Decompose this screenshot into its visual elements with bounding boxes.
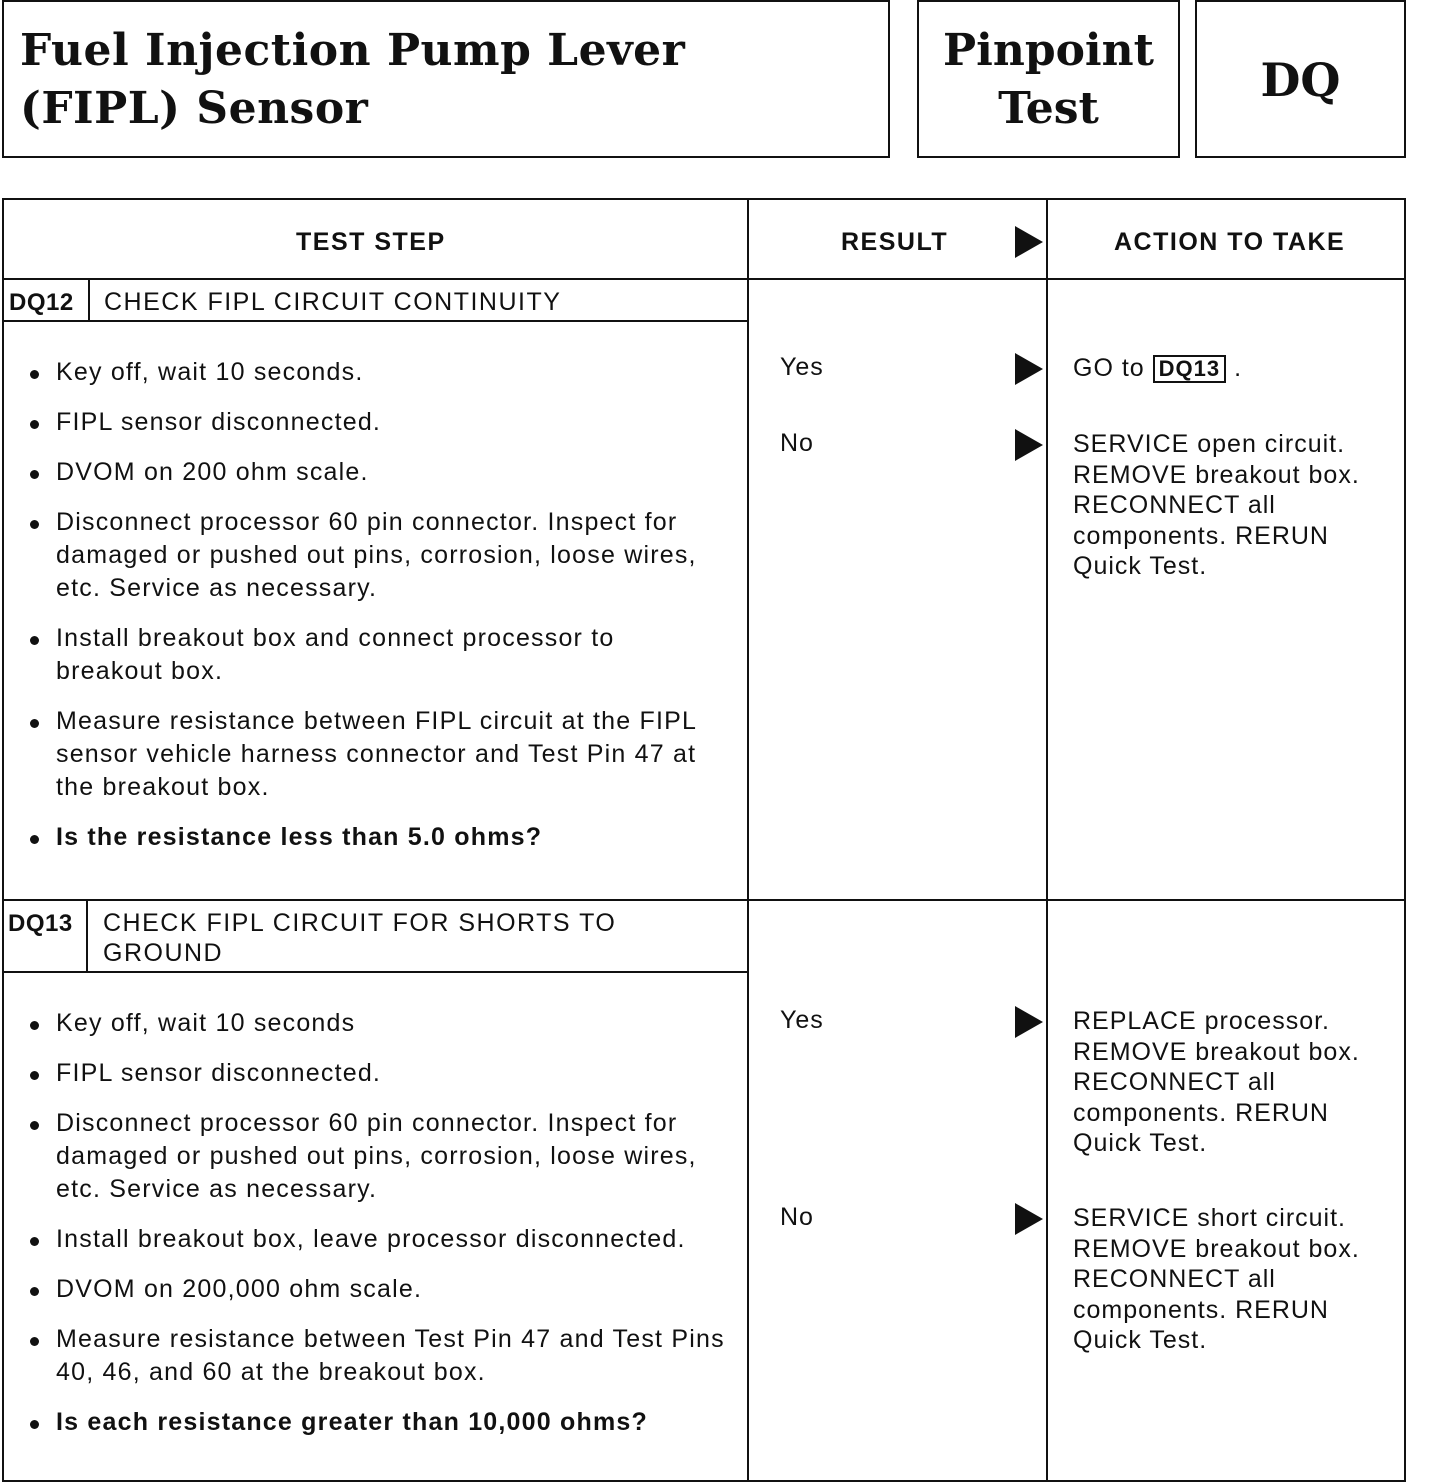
step-dq12-title-underline: [2, 320, 747, 322]
column-header-test-step: TEST STEP: [296, 228, 446, 256]
result-no: No: [780, 429, 814, 457]
result-arrow-icon: [1015, 1203, 1043, 1235]
test-type-box: [917, 0, 1180, 158]
step-title: CHECK FIPL CIRCUIT CONTINUITY: [104, 288, 562, 316]
step-title-line: CHECK FIPL CIRCUIT FOR SHORTS TO: [103, 909, 617, 937]
test-question: Is each resistance greater than 10,000 ohms?: [26, 1406, 726, 1439]
instruction-item: Key off, wait 10 seconds.: [26, 356, 726, 389]
column-header-result: RESULT: [841, 228, 949, 256]
action-text: .: [1234, 354, 1243, 382]
step-id: DQ13: [8, 910, 73, 937]
instruction-item: Measure resistance between FIPL circuit at the FIPL sensor vehicle harness connector and Test Pin 47 at the breakout box.: [26, 705, 726, 804]
instruction-item: Install breakout box, leave processor disconnected.: [26, 1223, 726, 1256]
test-question: Is the resistance less than 5.0 ohms?: [26, 821, 726, 854]
test-code: DQ: [1260, 53, 1341, 107]
step-dq13-id-divider: [86, 899, 88, 971]
result-arrow-icon: [1015, 353, 1043, 385]
title-line-1: Fuel Injection Pump Lever: [20, 25, 686, 76]
action-text: GO to: [1073, 354, 1145, 382]
test-type-line-2: Test: [998, 83, 1099, 134]
step-dq12-id-divider: [88, 278, 90, 320]
column-header-action: ACTION TO TAKE: [1114, 228, 1346, 256]
column-divider-1: [747, 198, 749, 1482]
action-yes: [1073, 353, 1393, 384]
page-title: [20, 22, 685, 138]
action-no: SERVICE short circuit. REMOVE breakout box. RECONNECT all components. RERUN Quick Test.: [1073, 1204, 1360, 1354]
step-dq13-title-underline: [2, 971, 747, 973]
column-divider-2: [1046, 198, 1048, 1482]
instruction-item: FIPL sensor disconnected.: [26, 1057, 726, 1090]
instruction-item: Measure resistance between Test Pin 47 and Test Pins 40, 46, and 60 at the breakout box.: [26, 1323, 726, 1389]
instruction-item: Install breakout box and connect processor to breakout box.: [26, 622, 726, 688]
step-title-line: GROUND: [103, 939, 224, 967]
instruction-item: DVOM on 200,000 ohm scale.: [26, 1273, 726, 1306]
action-no: SERVICE open circuit. REMOVE breakout box. RECONNECT all components. RERUN Quick Test.: [1073, 430, 1360, 580]
title-box: [2, 0, 890, 158]
step-id: DQ12: [9, 289, 74, 316]
result-arrow-icon: [1015, 1006, 1043, 1038]
result-no: No: [780, 1203, 814, 1231]
instruction-item: Disconnect processor 60 pin connector. Inspect for damaged or pushed out pins, corrosion, loose wires, etc. Service as necessary.: [26, 506, 726, 605]
result-yes: Yes: [780, 353, 824, 381]
title-line-2: (FIPL) Sensor: [20, 83, 369, 134]
action-yes: REPLACE processor. REMOVE breakout box. RECONNECT all components. RERUN Quick Test.: [1073, 1007, 1360, 1157]
header-divider: [2, 278, 1406, 280]
result-arrow-icon: [1015, 429, 1043, 461]
test-type-line-1: Pinpoint: [943, 25, 1154, 76]
step-dq13-instructions: [26, 1007, 726, 1456]
step-divider: [2, 899, 1406, 901]
step-reference-link[interactable]: DQ13: [1153, 355, 1226, 383]
step-dq12-instructions: [26, 356, 726, 871]
instruction-item: Key off, wait 10 seconds: [26, 1007, 726, 1040]
result-yes: Yes: [780, 1006, 824, 1034]
test-code-box: [1195, 0, 1406, 158]
instruction-item: FIPL sensor disconnected.: [26, 406, 726, 439]
instruction-item: Disconnect processor 60 pin connector. Inspect for damaged or pushed out pins, corrosion, loose wires, etc. Service as necessary.: [26, 1107, 726, 1206]
header-arrow-icon: [1015, 226, 1043, 258]
instruction-item: DVOM on 200 ohm scale.: [26, 456, 726, 489]
step-title: [103, 908, 616, 968]
